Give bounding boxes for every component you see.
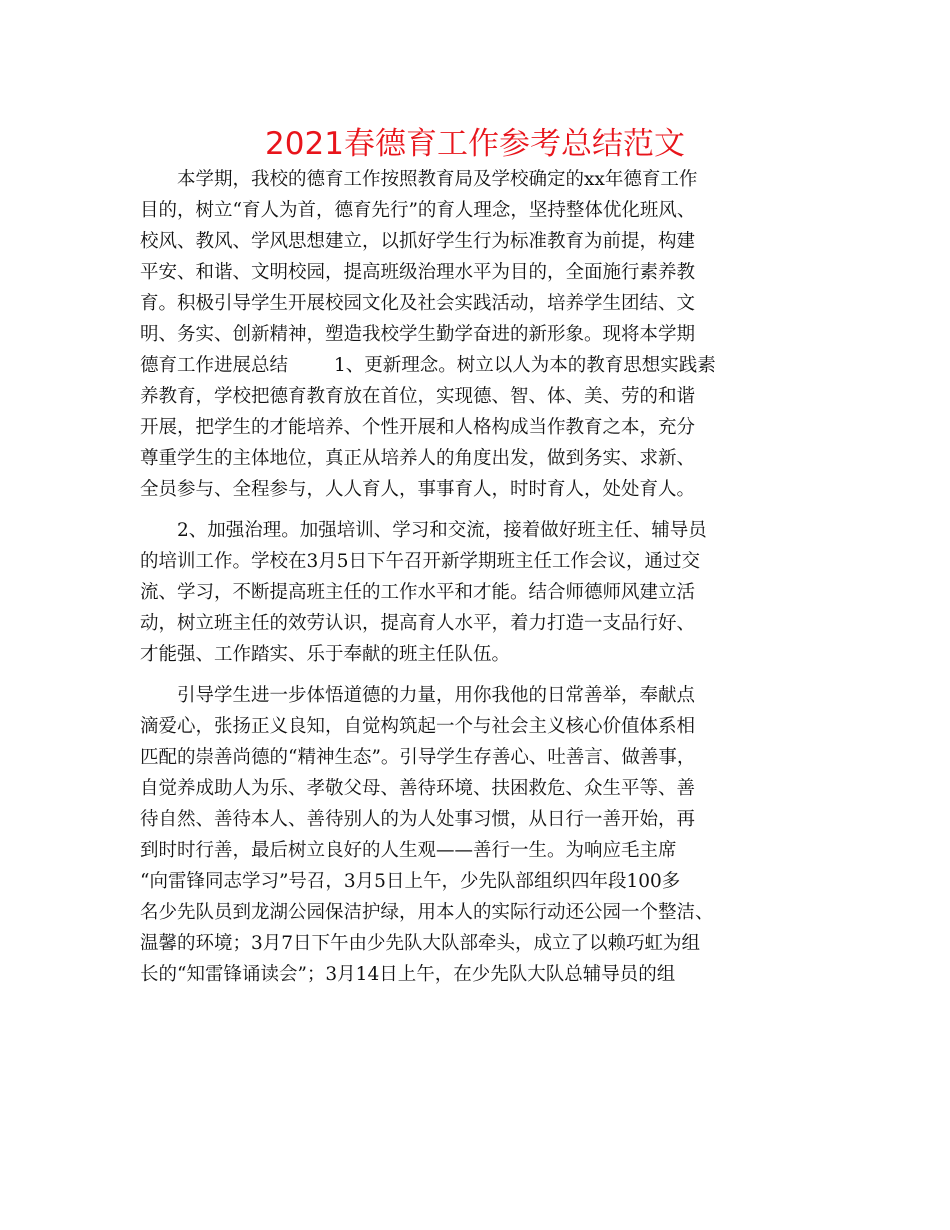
text-line: 校风、教风、学风思想建立，以抓好学生行为标准教育为前提，构建	[140, 231, 696, 252]
text-line: 才能强、工作踏实、乐于奉献的班主任队伍。	[140, 644, 511, 665]
paragraph-1	[140, 164, 820, 505]
text-line: 到时时行善，最后树立良好的人生观——善行一生。为响应毛主席	[140, 840, 677, 861]
text-line: “向雷锋同志学习”号召，3月5日上午，少先队部组织四年段100多	[140, 871, 681, 892]
text-line: 引导学生进一步体悟道德的力量，用你我他的日常善举，奉献点	[177, 685, 696, 706]
text-segment: 德育工作进展总结	[140, 355, 289, 376]
text-line: 明、务实、创新精神，塑造我校学生勤学奋进的新形象。现将本学期	[140, 324, 696, 345]
text-line-with-tab	[140, 350, 820, 381]
paragraph-3	[140, 680, 820, 990]
text-line: 名少先队员到龙湖公园保洁护绿，用本人的实际行动还公园一个整洁、	[140, 902, 714, 923]
text-line: 长的“知雷锋诵读会”；3月14日上午，在少先队大队总辅导员的组	[140, 964, 676, 985]
text-line: 匹配的崇善尚德的“精神生态”。引导学生存善心、吐善言、做善事，	[140, 747, 696, 768]
text-line: 本学期，我校的德育工作按照教育局及学校确定的xx年德育工作	[177, 169, 698, 190]
text-line: 养教育，学校把德育教育放在首位，实现德、智、体、美、劳的和谐	[140, 386, 696, 407]
text-line: 的培训工作。学校在3月5日下午召开新学期班主任工作会议，通过交	[140, 551, 701, 572]
text-line: 目的，树立“育人为首，德育先行”的育人理念，坚持整体优化班风、	[140, 200, 696, 221]
text-line: 滴爱心，张扬正义良知，自觉构筑起一个与社会主义核心价值体系相	[140, 716, 696, 737]
document-body	[140, 164, 820, 990]
text-line: 动，树立班主任的效劳认识，提高育人水平，着力打造一支品行好、	[140, 613, 696, 634]
text-line: 温馨的环境；3月7日下午由少先队大队部牵头，成立了以赖巧虹为组	[140, 933, 701, 954]
text-line: 全员参与、全程参与，人人育人，事事育人，时时育人，处处育人。	[140, 479, 696, 500]
text-line: 自觉养成助人为乐、孝敬父母、善待环境、扶困救危、众生平等、善	[140, 778, 696, 799]
text-line: 流、学习，不断提高班主任的工作水平和才能。结合师德师风建立活	[140, 582, 696, 603]
text-line: 2、加强治理。加强培训、学习和交流，接着做好班主任、辅导员	[177, 520, 707, 541]
text-line: 育。积极引导学生开展校园文化及社会实践活动，培养学生团结、文	[140, 293, 696, 314]
paragraph-2	[140, 515, 820, 670]
document-title: 2021春德育工作参考总结范文	[265, 126, 685, 162]
text-line: 待自然、善待本人、善待别人的为人处事习惯，从日行一善开始，再	[140, 809, 696, 830]
text-line: 开展，把学生的才能培养、个性开展和人格构成当作教育之本，充分	[140, 417, 696, 438]
text-line: 尊重学生的主体地位，真正从培养人的角度出发，做到务实、求新、	[140, 448, 696, 469]
text-line: 平安、和谐、文明校园，提高班级治理水平为目的，全面施行素养教	[140, 262, 696, 283]
text-segment: 1、更新理念。树立以人为本的教育思想实践素	[334, 355, 716, 376]
